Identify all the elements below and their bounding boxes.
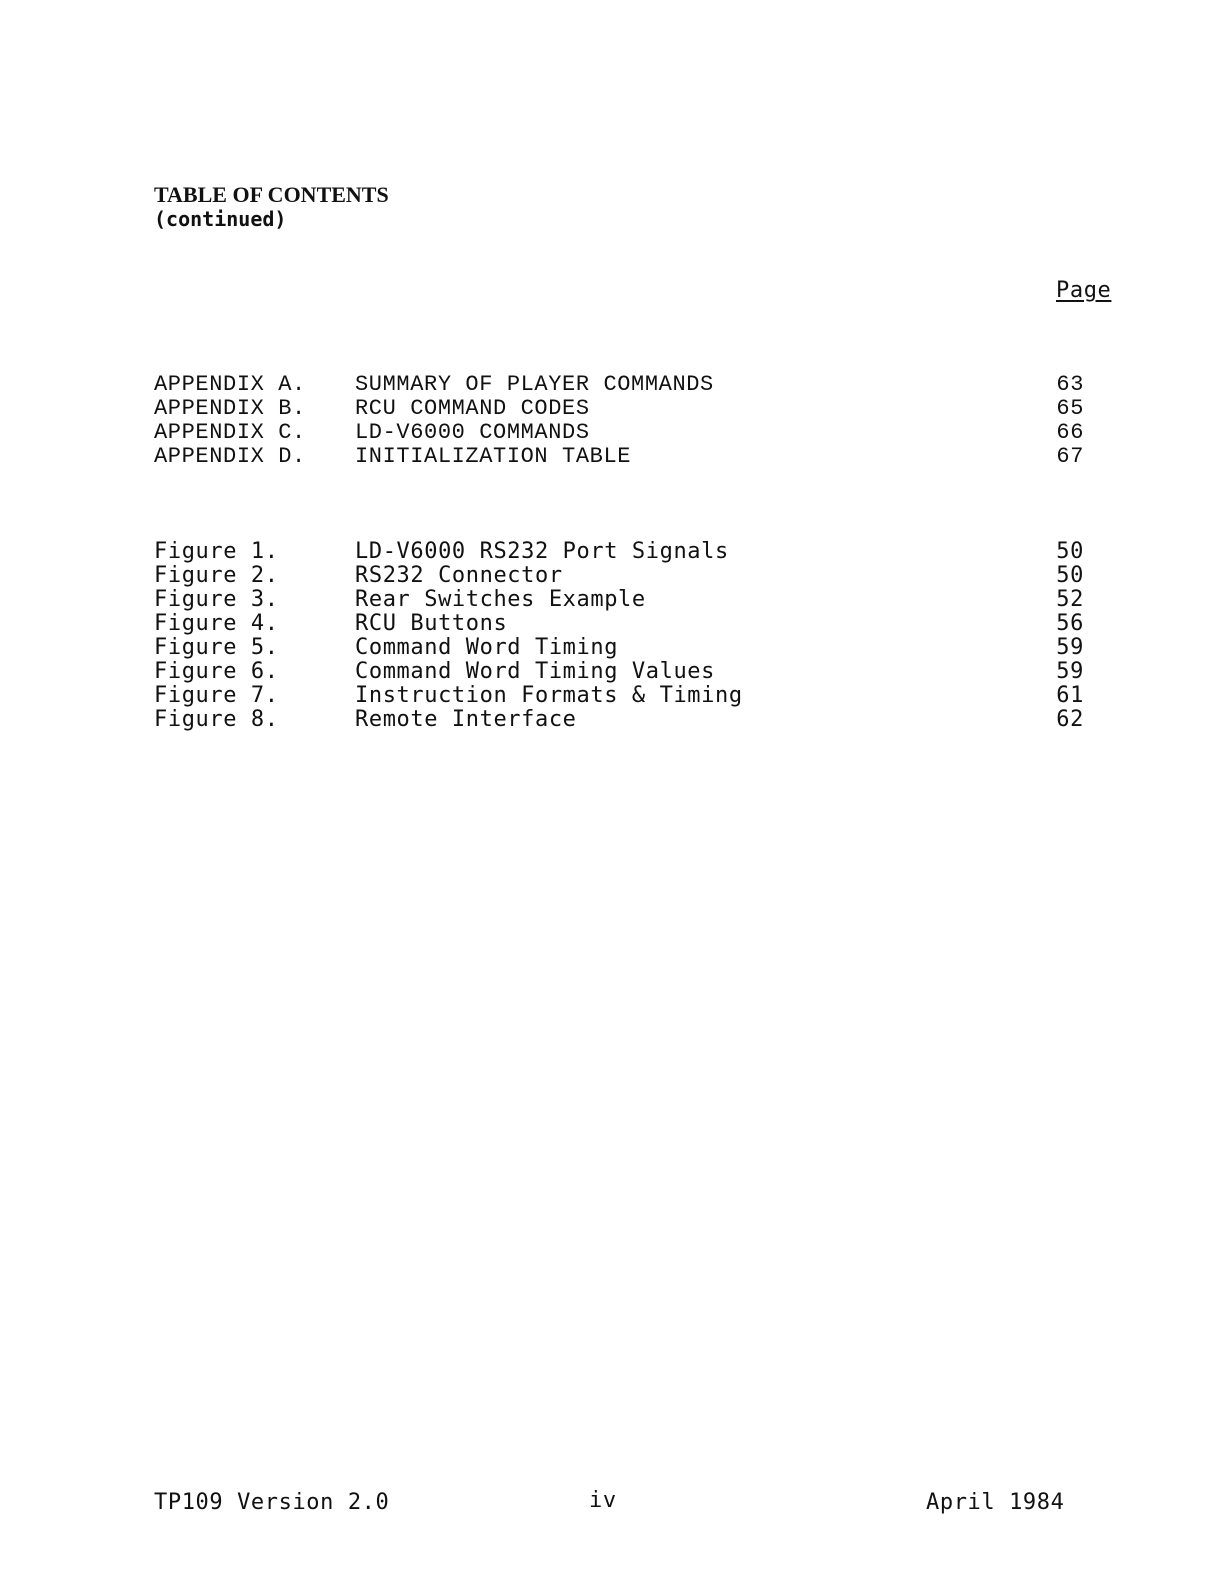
entry-page: 63 [1056,372,1084,397]
entry-label: Figure 8. [154,707,279,732]
entry-page: 50 [1056,563,1084,588]
list-item[interactable] [154,540,1094,564]
toc-heading [154,183,389,231]
entry-title: Instruction Formats & Timing [355,683,743,708]
entry-label: APPENDIX C. [154,420,306,445]
list-item[interactable] [154,708,1094,732]
entry-label: Figure 1. [154,539,279,564]
entry-page: 56 [1056,611,1084,636]
entry-title: SUMMARY OF PLAYER COMMANDS [355,372,714,397]
entry-page: 67 [1056,444,1084,469]
entry-title: Command Word Timing [355,635,619,660]
footer-document-id: TP109 Version 2.0 [154,1490,390,1515]
entry-label: Figure 3. [154,587,279,612]
entry-page: 61 [1056,683,1084,708]
list-item[interactable] [154,660,1094,684]
entry-label: Figure 7. [154,683,279,708]
entry-page: 50 [1056,539,1084,564]
list-item[interactable] [154,588,1094,612]
entry-page: 62 [1056,707,1084,732]
entry-page: 59 [1056,635,1084,660]
list-item[interactable] [154,421,1094,445]
list-item[interactable] [154,684,1094,708]
entry-title: Rear Switches Example [355,587,646,612]
entry-title: LD-V6000 RS232 Port Signals [355,539,729,564]
entry-title: RS232 Connector [355,563,563,588]
entry-label: Figure 6. [154,659,279,684]
page-column-label: Page [1056,278,1112,303]
entry-title: Remote Interface [355,707,577,732]
appendix-list [154,373,1094,469]
page-title: TABLE OF CONTENTS [154,182,389,207]
entry-label: Figure 5. [154,635,279,660]
entry-title: Command Word Timing Values [355,659,715,684]
list-item[interactable] [154,612,1094,636]
entry-page: 52 [1056,587,1084,612]
entry-title: INITIALIZATION TABLE [355,444,632,469]
entry-page: 59 [1056,659,1084,684]
list-item[interactable] [154,373,1094,397]
entry-title: LD-V6000 COMMANDS [355,420,590,445]
entry-title: RCU Buttons [355,611,508,636]
entry-page: 65 [1056,396,1084,421]
figure-list [154,540,1094,732]
entry-label: APPENDIX D. [154,444,306,469]
page-subtitle: (continued) [154,207,287,231]
list-item[interactable] [154,636,1094,660]
footer-date: April 1984 [926,1490,1065,1515]
entry-label: APPENDIX B. [154,396,306,421]
entry-label: Figure 4. [154,611,279,636]
footer-page-number: iv [589,1488,617,1513]
entry-label: Figure 2. [154,563,279,588]
entry-page: 66 [1056,420,1084,445]
list-item[interactable] [154,445,1094,469]
list-item[interactable] [154,397,1094,421]
list-item[interactable] [154,564,1094,588]
entry-label: APPENDIX A. [154,372,306,397]
entry-title: RCU COMMAND CODES [355,396,590,421]
